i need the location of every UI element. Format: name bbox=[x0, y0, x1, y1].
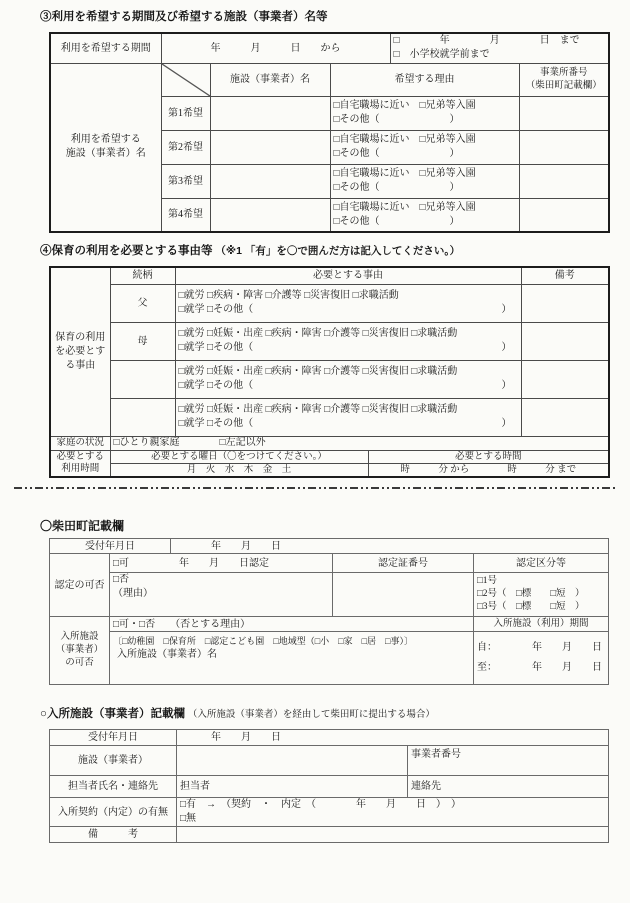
shibata-receipt-date-input[interactable]: 年 月 日 bbox=[171, 539, 609, 554]
office-number-header: 事業所番号 （柴田町記載欄） bbox=[519, 63, 609, 96]
reason-left-label: 保育の利用 を必要とす る事由 bbox=[50, 267, 110, 436]
remarks-label: 備 考 bbox=[50, 827, 177, 843]
diagonal-header-cell bbox=[161, 63, 210, 96]
section4-title-note: （※1 「有」を〇で囲んだ方は記入してください。） bbox=[215, 245, 461, 257]
period-label-cell: 利用を希望する期間 bbox=[50, 33, 161, 63]
category-options-cell[interactable]: □1号 □2号（ □標 □短 ） □3号（ □標 □短 ） bbox=[474, 573, 609, 617]
shibata-receipt-label: 受付年月日 bbox=[50, 539, 171, 554]
childcare-reason-table bbox=[49, 266, 610, 478]
facility-name-input-2[interactable] bbox=[210, 130, 330, 164]
nyusho-facility-name-input[interactable] bbox=[177, 746, 408, 776]
approval-yes-line[interactable]: □可 年 月 日認定 bbox=[110, 554, 333, 573]
cut-line-separator bbox=[14, 487, 616, 489]
remarks-input-cell[interactable] bbox=[177, 827, 609, 843]
time-value[interactable]: 時 分 から 時 分 まで bbox=[368, 463, 609, 477]
nyusho-facility-label: 施設（事業者） bbox=[50, 746, 177, 776]
time-header: 必要とする時間 bbox=[368, 450, 609, 463]
shibata-section-title: 〇柴田町記載欄 bbox=[40, 519, 125, 533]
shibata-office-table bbox=[49, 538, 609, 685]
nyusho-receipt-date-input[interactable]: 年 月 日 bbox=[177, 730, 609, 746]
facility-name-input-4[interactable] bbox=[210, 198, 330, 232]
days-header: 必要とする曜日（〇をつけてください。） bbox=[110, 450, 368, 463]
note-input-father[interactable] bbox=[521, 284, 609, 322]
period-until-options-cell[interactable] bbox=[390, 33, 609, 63]
diagonal-line-icon bbox=[162, 64, 210, 96]
office-number-input-2[interactable] bbox=[519, 130, 609, 164]
admission-period-header: 入所施設（利用）期間 bbox=[474, 617, 609, 632]
facility-name-header: 施設（事業者）名 bbox=[210, 63, 330, 96]
note-input-other-1[interactable] bbox=[521, 360, 609, 398]
relation-father-label: 父 bbox=[110, 284, 175, 322]
note-col-header: 備考 bbox=[521, 267, 609, 284]
reason-options-other-2[interactable]: □就労 □妊娠・出産 □疾病・障害 □介護等 □災害復旧 □求職活動 □就学 □その他（ ） bbox=[175, 398, 521, 436]
family-status-label: 家庭の状況 bbox=[50, 436, 110, 450]
contact-info-cell[interactable]: 連絡先 bbox=[408, 776, 609, 798]
reason-options-father[interactable]: □就労 □疾病・障害 □介護等 □災害復旧 □求職活動 □就学 □その他（ ） bbox=[175, 284, 521, 322]
rank-2-label: 第2希望 bbox=[161, 130, 210, 164]
operator-number-cell[interactable]: 事業者番号 bbox=[408, 746, 609, 776]
note-input-other-2[interactable] bbox=[521, 398, 609, 436]
reason-options-mother[interactable]: □就労 □妊娠・出産 □疾病・障害 □介護等 □災害復旧 □求職活動 □就学 □その他（ ） bbox=[175, 322, 521, 360]
admission-facility-cell[interactable]: 〔□幼稚園 □保育所 □認定こども園 □地域型（□小 □家 □居 □事）〕 入所施設（事業者）名 bbox=[110, 632, 474, 685]
nyusho-receipt-label: 受付年月日 bbox=[50, 730, 177, 746]
approval-left-label: 認定の可否 bbox=[50, 554, 110, 617]
relation-blank-2[interactable] bbox=[110, 398, 175, 436]
rank-1-label: 第1希望 bbox=[161, 96, 210, 130]
category-header: 認定区分等 bbox=[474, 554, 609, 573]
admission-left-label: 入所施設 （事業者） の可否 bbox=[50, 617, 110, 685]
nyusho-title-main: ○入所施設（事業者）記載欄 bbox=[40, 708, 185, 720]
contact-person-cell[interactable]: 担当者 bbox=[177, 776, 408, 798]
office-number-input-1[interactable] bbox=[519, 96, 609, 130]
office-number-input-3[interactable] bbox=[519, 164, 609, 198]
note-input-mother[interactable] bbox=[521, 322, 609, 360]
contact-label: 担当者氏名・連絡先 bbox=[50, 776, 177, 798]
approval-no-cell[interactable]: □否 （理由） bbox=[110, 573, 333, 617]
period-from-input-cell[interactable]: 年 月 日 から bbox=[161, 33, 390, 63]
rank-4-label: 第4希望 bbox=[161, 198, 210, 232]
reason-options-4[interactable]: □自宅職場に近い □兄弟等入園 □その他（ ） bbox=[330, 198, 519, 232]
rank-3-label: 第3希望 bbox=[161, 164, 210, 198]
office-number-input-4[interactable] bbox=[519, 198, 609, 232]
section3-title: ③利用を希望する期間及び希望する施設（事業者）名等 bbox=[40, 11, 328, 23]
section4-title-main: ④保育の利用を必要とする事由等 bbox=[40, 245, 213, 257]
admission-facility-table bbox=[49, 729, 609, 843]
admission-yesno-line[interactable]: □可・□否 （否とする理由） bbox=[110, 617, 474, 632]
admission-period-cell[interactable]: 自： 年 月 日 至： 年 月 日 bbox=[474, 632, 609, 685]
reason-header: 希望する理由 bbox=[330, 63, 519, 96]
reason-options-other-1[interactable]: □就労 □妊娠・出産 □疾病・障害 □介護等 □災害復旧 □求職活動 □就学 □その他（ ） bbox=[175, 360, 521, 398]
relation-blank-1[interactable] bbox=[110, 360, 175, 398]
until-preschool-checkbox-line[interactable]: □ 小学校就学前まで bbox=[393, 49, 490, 61]
relation-mother-label: 母 bbox=[110, 322, 175, 360]
desired-period-facility-table bbox=[49, 32, 610, 233]
cert-number-header: 認定証番号 bbox=[333, 554, 474, 573]
family-status-options[interactable]: □ひとり親家庭 □左記以外 bbox=[110, 436, 609, 450]
facility-name-input-3[interactable] bbox=[210, 164, 330, 198]
facility-name-input-1[interactable] bbox=[210, 96, 330, 130]
contract-label: 入所契約（内定）の有無 bbox=[50, 798, 177, 827]
contract-options-cell[interactable]: □有 → （契約 ・ 内定 （ 年 月 日 ） ） □無 bbox=[177, 798, 609, 827]
hours-left-label: 必要とする 利用時間 bbox=[50, 450, 110, 477]
reason-col-header: 必要とする事由 bbox=[175, 267, 521, 284]
days-value[interactable]: 月 火 水 木 金 土 bbox=[110, 463, 368, 477]
until-date-checkbox-line[interactable]: □ 年 月 日 まで bbox=[393, 35, 580, 47]
relation-header: 続柄 bbox=[110, 267, 175, 284]
reason-options-2[interactable]: □自宅職場に近い □兄弟等入園 □その他（ ） bbox=[330, 130, 519, 164]
nyusho-section-title bbox=[40, 707, 435, 722]
reason-options-1[interactable]: □自宅職場に近い □兄弟等入園 □その他（ ） bbox=[330, 96, 519, 130]
desired-facility-left-label: 利用を希望する 施設（事業者）名 bbox=[50, 63, 161, 232]
reason-options-3[interactable]: □自宅職場に近い □兄弟等入園 □その他（ ） bbox=[330, 164, 519, 198]
cert-number-input[interactable] bbox=[333, 573, 474, 617]
nyusho-title-note: （入所施設（事業者）を経由して柴田町に提出する場合） bbox=[187, 710, 435, 720]
section4-title bbox=[40, 244, 460, 259]
